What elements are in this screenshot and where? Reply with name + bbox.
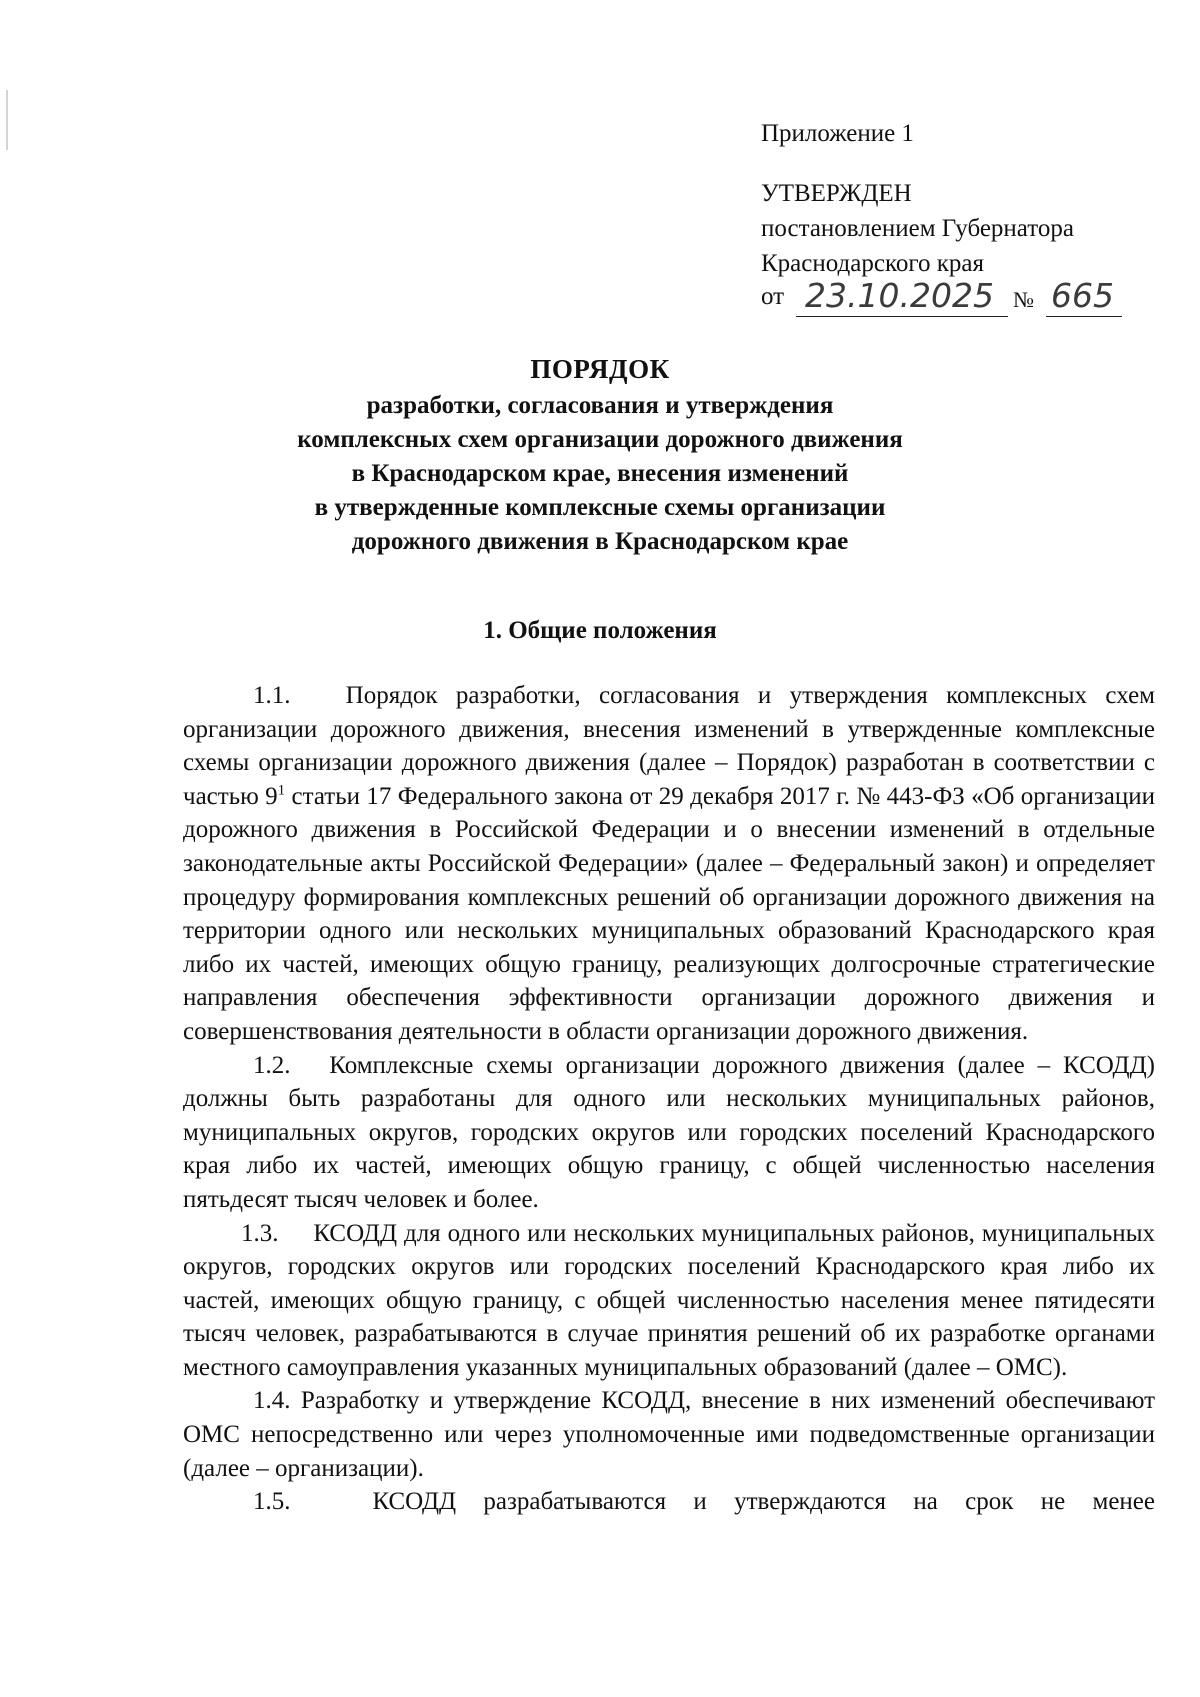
- paragraph-1-2: 1.2. Комплексные схемы организации дорожного движения (далее – КСОДД) должны быть разработаны для одного или нескольких муниципальных районов, муниципальных округов, городских округов или городских поселений Краснодарского края либо их частей, имеющих общую границу, с общей численностью населения пятьдесят тысяч человек и более.: [183, 1051, 1155, 1213]
- title-line-1: разработки, согласования и утверждения: [366, 392, 834, 419]
- date-prefix: от: [761, 283, 785, 310]
- title-line-3: в Краснодарском крае, внесения изменений: [351, 460, 849, 487]
- appendix-label: Приложение 1: [761, 120, 914, 147]
- paragraph-1-1-text-b: статьи 17 Федерального закона от 29 декабря 2017 г. № 443-ФЗ «Об организации дорожного движения в Российской Федерации и о внесении изменений в отдельные законодательные акты Российской Федерации» (далее – Федеральный закон) и определяет процедуру формирования комплексных решений об организации дорожного движения на территории одного или нескольких муниципальных образований Краснодарского края либо их частей, имеющих общую границу, реализующих долгосрочные стратегические направления обеспечения эффективности организации дорожного движения и совершенствования деятельности в области организации дорожного движения.: [183, 782, 1155, 1045]
- paragraph-1-1: [183, 679, 1155, 1049]
- date-handwritten: 23.10.2025: [805, 276, 994, 315]
- paragraph-1-1-text-a: 1.1. Порядок разработки, согласования и утверждения комплексных схем организации дорожного движения, внесения изменений в утвержденные комплексные схемы организации дорожного движения (далее – Порядок) разработан в соответствии с частью 9: [183, 682, 1155, 810]
- approved-label: УТВЕРЖДЕН: [761, 180, 912, 207]
- paragraph-1-5: 1.5. КСОДД разрабатываются и утверждаются на срок не менее: [253, 1488, 1155, 1516]
- date-underline: [796, 316, 1008, 317]
- decree-line-2: Краснодарского края: [761, 250, 984, 277]
- section-body: [183, 679, 1155, 1519]
- section-heading: 1. Общие положения: [483, 617, 717, 644]
- number-underline: [1046, 316, 1122, 317]
- paragraph-1-3: 1.3. КСОДД для одного или нескольких муниципальных районов, муниципальных округов, городских округов или городских поселений Краснодарского края либо их частей, имеющих общую границу, с общей численностью населения менее пятидесяти тысяч человек, разрабатываются в случае принятия решений об их разработке органами местного самоуправления указанных муниципальных образований (далее – ОМС).: [183, 1219, 1155, 1381]
- title-line-2: комплексных схем организации дорожного движения: [297, 426, 903, 453]
- paragraph-1-1-superscript: 1: [277, 782, 286, 799]
- decree-line-1: постановлением Губернатора: [761, 215, 1074, 242]
- number-handwritten: 665: [1051, 276, 1114, 315]
- title-line-4: в утвержденные комплексные схемы организации: [314, 494, 886, 521]
- paragraph-1-4: 1.4. Разработку и утверждение КСОДД, внесение в них изменений обеспечивают ОМС непосредственно или через уполномоченные ими подведомственные организации (далее – организации).: [183, 1387, 1155, 1482]
- title-line-5: дорожного движения в Краснодарском крае: [351, 528, 849, 555]
- number-prefix: №: [1013, 287, 1034, 312]
- document-title: ПОРЯДОК: [530, 354, 670, 384]
- scan-mark: [6, 90, 8, 150]
